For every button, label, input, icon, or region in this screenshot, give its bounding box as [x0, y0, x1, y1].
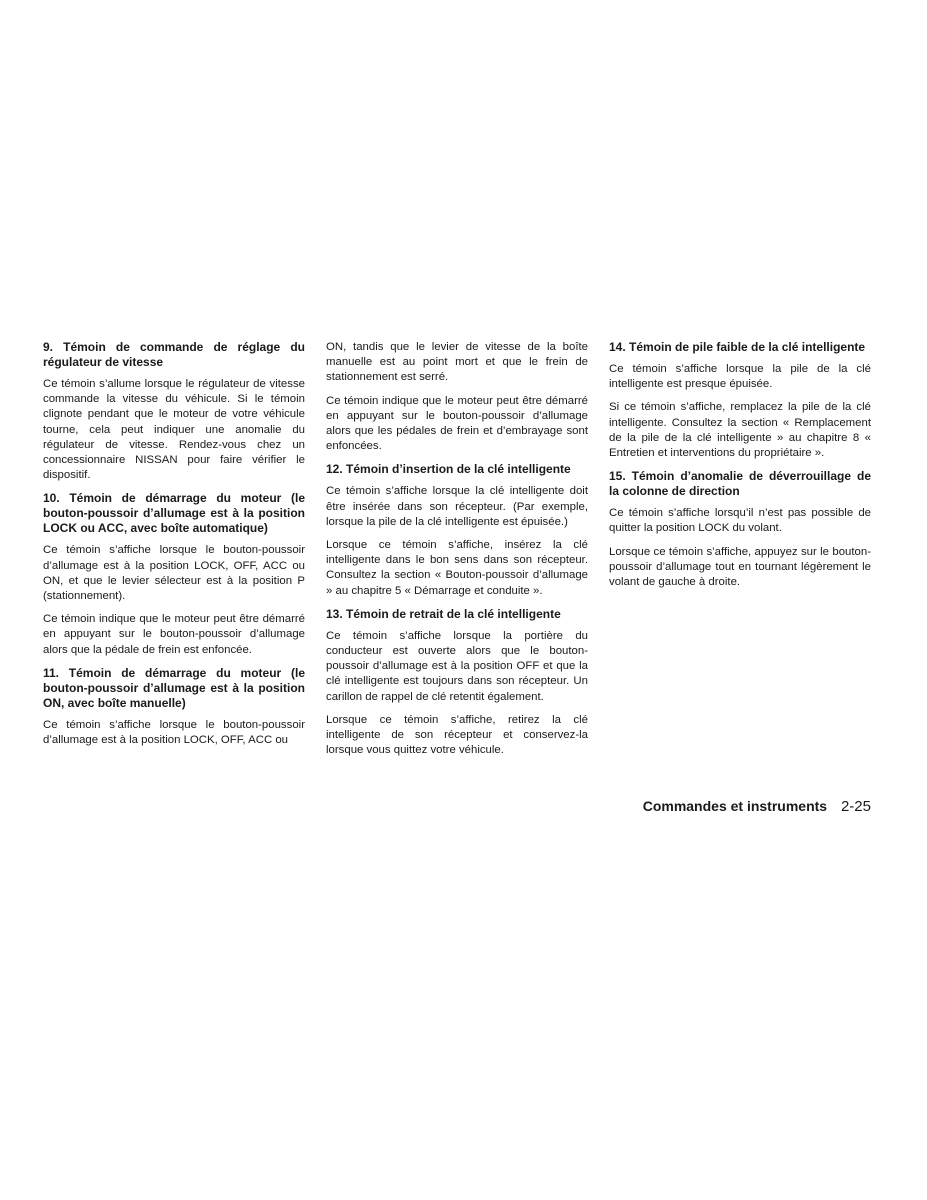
paragraph: Ce témoin s’affiche lorsque la clé intelligente doit être insérée dans son récepteur. (Par exemple, lorsque la pile de la clé intelligente est épuisée.)	[326, 485, 588, 528]
paragraph: Ce témoin s’allume lorsque le régulateur de vitesse commande la vitesse du véhicule. Si le témoin clignote pendant que le moteur de votre véhicule tourne, cela peut indiquer une anomalie du régulateur de vitesse. Rendez-vous chez un concessionnaire NISSAN pour faire vérifier le dispositif.	[43, 378, 305, 482]
paragraph: Si ce témoin s’affiche, remplacez la pile de la clé intelligente. Consultez la section « Remplacement de la pile de la clé intelligente » au chapitre 8 « Entretien et interventions du propriétaire ».	[609, 401, 871, 460]
paragraph: Lorsque ce témoin s’affiche, insérez la clé intelligente dans le bon sens dans son récepteur. Consultez la section « Bouton-poussoir d’allumage » au chapitre 5 « Démarrage et conduite ».	[326, 539, 588, 597]
column-1	[43, 340, 305, 756]
section-heading: 11. Témoin de démarrage du moteur (le bouton-poussoir d’allumage est à la position ON, avec boîte manuelle)	[43, 665, 305, 710]
section-heading: 13. Témoin de retrait de la clé intelligente	[326, 606, 561, 621]
page-number: 2-25	[840, 798, 871, 815]
column-2	[326, 340, 588, 766]
section-heading: 10. Témoin de démarrage du moteur (le bouton-poussoir d’allumage est à la position LOCK ou ACC, avec boîte automatique)	[43, 491, 305, 536]
section-heading: 12. Témoin d’insertion de la clé intelligente	[326, 462, 571, 477]
column-3	[609, 340, 871, 598]
paragraph: Ce témoin s’affiche lorsque le bouton-poussoir d’allumage est à la position LOCK, OFF, ACC ou ON, et que le levier sélecteur est à la position P (stationnement).	[43, 544, 305, 603]
paragraph: Ce témoin s’affiche lorsqu’il n’est pas possible de quitter la position LOCK du volant.	[609, 507, 871, 535]
paragraph: Ce témoin indique que le moteur peut être démarré en appuyant sur le bouton-poussoir d’allumage alors que la pédale de frein est enfoncée.	[43, 613, 305, 656]
section-heading: 15. Témoin d’anomalie de déverrouillage de la colonne de direction	[609, 469, 871, 499]
section-heading: 9. Témoin de commande de réglage du régulateur de vitesse	[43, 340, 305, 369]
page-footer	[643, 798, 871, 815]
paragraph: Ce témoin s’affiche lorsque la portière du conducteur est ouverte alors que le bouton-poussoir d’allumage est à la position OFF et que la clé intelligente est toujours dans son récepteur. Un carillon de rappel de clé retentit également.	[326, 629, 588, 703]
paragraph: Ce témoin s’affiche lorsque le bouton-poussoir d’allumage est à la position LOCK, OFF, ACC ou	[43, 718, 305, 747]
section-heading: 14. Témoin de pile faible de la clé intelligente	[609, 340, 866, 354]
paragraph: Lorsque ce témoin s’affiche, retirez la clé intelligente de son récepteur et conservez-la lorsque vous quittez votre véhicule.	[326, 713, 588, 757]
paragraph: Ce témoin s’affiche lorsque la pile de la clé intelligente est presque épuisée.	[609, 363, 871, 391]
paragraph: Lorsque ce témoin s’affiche, appuyez sur le bouton-poussoir d’allumage tout en tournant légèrement le volant de gauche à droite.	[609, 545, 871, 589]
paragraph: Ce témoin indique que le moteur peut être démarré en appuyant sur le bouton-poussoir d’allumage alors que les pédales de frein et d’embrayage sont enfoncées.	[326, 394, 588, 453]
footer-section-title: Commandes et instruments	[642, 798, 828, 814]
paragraph: ON, tandis que le levier de vitesse de la boîte manuelle est au point mort et que le frein de stationnement est serré.	[326, 341, 588, 384]
